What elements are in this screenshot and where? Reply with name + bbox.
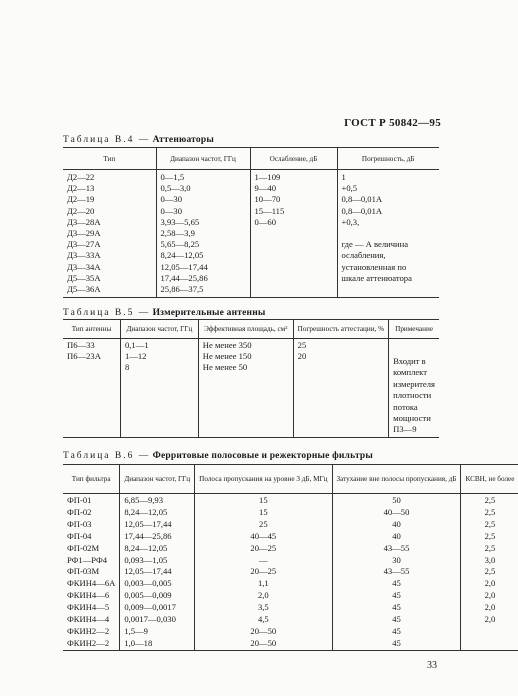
table-b6-attenuation-cell: 43—55 [332, 543, 461, 555]
table-row [63, 507, 518, 519]
table-b6-bandwidth-cell: 15 [195, 494, 332, 507]
table-b6-attenuation-cell: 43—55 [332, 566, 461, 578]
table-b4-error-list: 1 +0,5 0,8—0,01А 0,8—0,01А +0,3, где — А величина ослабления, установленная по шкале аттенюатора [341, 172, 412, 283]
table-b4-header-range: Диапазон частот, ГГц [156, 148, 250, 170]
table-b6-vswr-cell: 2,0 [461, 578, 518, 590]
table-row [63, 531, 518, 543]
table-b6-type-cell: РФ1—РФ4 [67, 554, 108, 565]
table-b5-error-list: 25 20 [297, 340, 307, 362]
table-b6-vswr-cell [461, 638, 518, 650]
table-b6-attenuation-cell: 30 [332, 555, 461, 567]
table-b6-attenuation-cell: 40 [332, 531, 461, 543]
table-b4-attenuation-list: 1—109 9—40 10—70 15—115 0—60 [254, 172, 285, 227]
table-b6-attenuation-cell: 45 [332, 626, 461, 638]
table-b6-title: Ферритовые полосовые и режекторные фильтры [152, 451, 374, 461]
table-b6-label: Таблица В.6 — [63, 451, 151, 461]
table-b5-header-note: Примечание [389, 320, 439, 339]
table-b6-attenuation-cell: 45 [332, 602, 461, 614]
table-b6-vswr-cell: 2,0 [461, 590, 518, 602]
table-b6-range-cell: 0,0017—0,030 [120, 614, 195, 626]
table-b4-title: Аттенюаторы [152, 135, 214, 145]
table-row [63, 590, 518, 602]
table-b5-header-error: Погрешность аттестации, % [293, 320, 389, 339]
table-b4-range-cell [156, 170, 250, 298]
table-b6-bandwidth-cell: 4,5 [195, 614, 332, 626]
table-b6-bandwidth-cell: 25 [195, 519, 332, 531]
table-b6-header-type: Тип фильтра [63, 465, 120, 494]
table-b5-header-range: Диапазон частот, ГГц [120, 320, 198, 339]
table-b6-bandwidth-cell: 15 [195, 507, 332, 519]
table-b5-title: Измерительные антенны [152, 308, 266, 318]
table-b6-attenuation-cell: 45 [332, 578, 461, 590]
table-b6-type-cell: ФП-02 [67, 506, 92, 517]
table-b6-vswr-cell: 2,5 [461, 543, 518, 555]
table-b4 [63, 147, 439, 298]
table-row [63, 626, 518, 638]
table-b6-attenuation-cell: 45 [332, 638, 461, 650]
table-b6-vswr-cell: 2,5 [461, 507, 518, 519]
table-b6-range-cell: 8,24—12,05 [120, 507, 195, 519]
table-b6-type-cell: ФКИН4—6 [67, 590, 110, 601]
table-b5-note-cell [389, 339, 439, 438]
table-row [63, 602, 518, 614]
table-b5-note-text: Входит в комплект измерителя плотности потока мощности П3—9 [393, 356, 435, 435]
table-b4-type-list: Д2—22 Д2—13 Д2—19 Д2—20 Д3—28А Д3—29А Д3—27А Д3—33А Д3—34А Д5—35А Д5—36А [67, 172, 101, 295]
table-row [63, 614, 518, 626]
table-b6-bandwidth-cell: 20—25 [195, 543, 332, 555]
table-b6-bandwidth-cell: 20—50 [195, 638, 332, 650]
table-b6-range-cell: 0,003—0,005 [120, 578, 195, 590]
table-row [63, 578, 518, 590]
table-b5-header-area: Эффективная площадь, см² [198, 320, 293, 339]
table-b6-bandwidth-cell: 2,0 [195, 590, 332, 602]
table-b6-type-cell: ФП-04 [67, 530, 92, 541]
table-b6-header-vswr: КСВН, не более [461, 465, 518, 494]
table-b6-range-cell: 0,093—1,05 [120, 555, 195, 567]
table-b6-vswr-cell: 2,5 [461, 531, 518, 543]
table-b6-vswr-cell: 2,5 [461, 566, 518, 578]
table-b4-header-type: Тип [63, 148, 156, 170]
table-row [63, 555, 518, 567]
table-b6-bandwidth-cell: — [195, 555, 332, 567]
table-b5-type-list: П6—33 П6—23А [67, 340, 101, 362]
table-b5-caption [63, 308, 266, 318]
table-b6-vswr-cell: 2,0 [461, 614, 518, 626]
table-b6-range-cell: 6,85—9,93 [120, 494, 195, 507]
table-b6-type-cell: ФП-02М [67, 542, 100, 553]
table-b6-range-cell: 0,005—0,009 [120, 590, 195, 602]
table-b4-attenuation-cell [250, 170, 337, 298]
table-b5-header-type: Тип антенны [63, 320, 120, 339]
table-b4-type-cell [63, 170, 156, 298]
table-b6-range-cell: 0,009—0,0017 [120, 602, 195, 614]
table-b6-vswr-cell: 3,0 [461, 555, 518, 567]
table-b6-attenuation-cell: 40 [332, 519, 461, 531]
table-b6-type-cell: ФП-03М [67, 566, 100, 577]
table-b5-error-cell [293, 339, 389, 438]
table-row [63, 494, 518, 507]
table-b6-bandwidth-cell: 1,1 [195, 578, 332, 590]
table-b6-range-cell: 12,05—17,44 [120, 566, 195, 578]
table-b6-type-cell: ФП-03 [67, 518, 92, 529]
table-row [63, 638, 518, 650]
table-b6-type-cell: ФКИН4—4 [67, 614, 110, 625]
table-b4-range-list: 0—1,5 0,5—3,0 0—30 0—30 3,93—5,65 2,58—3,9 5,65—8,25 8,24—12,05 12,05—17,44 17,44—25,86 25,86—37,5 [160, 172, 208, 295]
table-b6-header-range: Диапазон частот, ГГц [120, 465, 195, 494]
table-b4-header-error: Погрешность, дБ [337, 148, 439, 170]
table-b6-range-cell: 1,5—9 [120, 626, 195, 638]
table-b6-bandwidth-cell: 40—45 [195, 531, 332, 543]
table-b4-error-cell [337, 170, 439, 298]
table-b5-range-cell [120, 339, 198, 438]
table-b4-label: Таблица В.4 — [63, 135, 151, 145]
table-b5-range-list: 0,1—1 1—12 8 [124, 340, 149, 373]
table-b4-caption [63, 135, 214, 145]
table-row [63, 519, 518, 531]
table-b6-attenuation-cell: 40—50 [332, 507, 461, 519]
table-b6-vswr-cell: 2,5 [461, 494, 518, 507]
table-b6-range-cell: 17,44—25,86 [120, 531, 195, 543]
table-b5-area-cell [198, 339, 293, 438]
table-b6-bandwidth-cell: 20—25 [195, 566, 332, 578]
table-b6-type-cell: ФКИН4—6А [67, 578, 116, 589]
table-b6-range-cell: 1,0—18 [120, 638, 195, 650]
table-b6-attenuation-cell: 50 [332, 494, 461, 507]
table-b6-vswr-cell [461, 626, 518, 638]
table-row [63, 566, 518, 578]
table-b5-type-cell [63, 339, 120, 438]
table-b6-bandwidth-cell: 20—50 [195, 626, 332, 638]
table-b6-vswr-cell: 2,5 [461, 519, 518, 531]
table-b6-type-cell: ФКИН2—2 [67, 625, 110, 636]
table-b6-type-cell: ФКИН2—2 [63, 638, 120, 650]
document-id: ГОСТ Р 50842—95 [344, 117, 441, 129]
page-number: 33 [427, 660, 437, 671]
table-b6-range-cell: 12,05—17,44 [120, 519, 195, 531]
table-b6-vswr-cell: 2,0 [461, 602, 518, 614]
table-b5 [63, 319, 439, 438]
table-b5-area-list: Не менее 350 Не менее 150 Не менее 50 [202, 340, 252, 373]
table-b4-header-attenuation: Ослабление, дБ [250, 148, 337, 170]
table-b6-type-cell: ФКИН4—5 [67, 602, 110, 613]
table-b6-attenuation-cell: 45 [332, 590, 461, 602]
table-b6-attenuation-cell: 45 [332, 614, 461, 626]
table-b6-header-bandwidth: Полоса пропускания на уровне 3 дБ, МГц [195, 465, 332, 494]
table-b6-type-cell: ФП-01 [67, 495, 92, 505]
table-b6-range-cell: 8,24—12,05 [120, 543, 195, 555]
table-b6-caption [63, 451, 373, 461]
table-b6-header-attenuation: Затухание вне полосы пропускания, дБ [332, 465, 461, 494]
table-b5-label: Таблица В.5 — [63, 308, 151, 318]
table-b6 [63, 464, 518, 651]
table-row [63, 543, 518, 555]
table-b6-bandwidth-cell: 3,5 [195, 602, 332, 614]
